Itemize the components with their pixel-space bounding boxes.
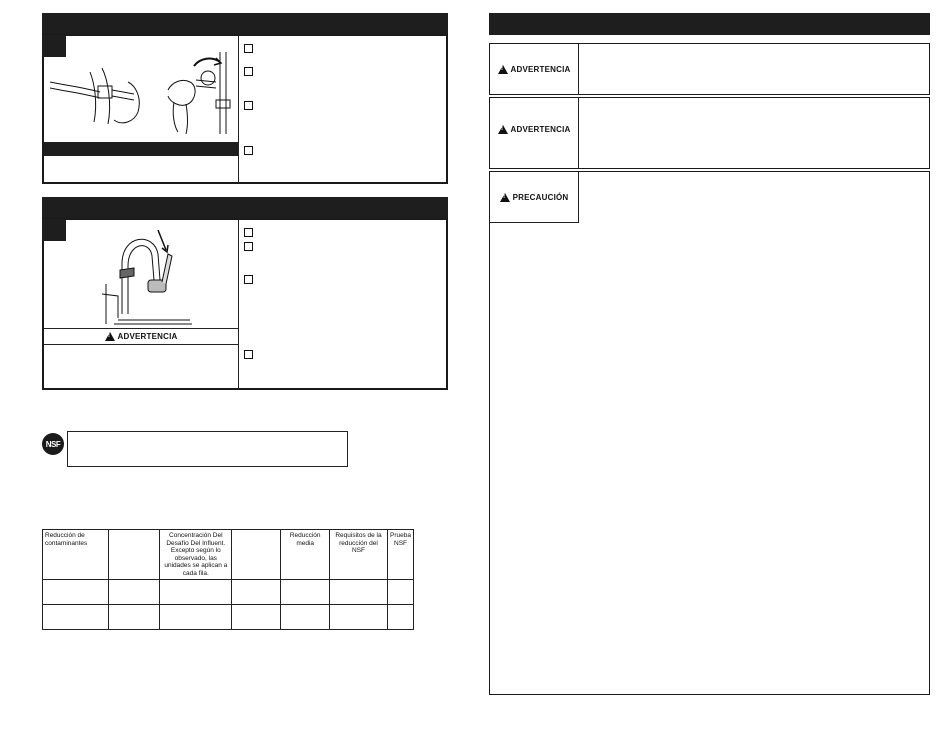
step-number-tab — [42, 219, 66, 241]
table-header-cell: Reducción media — [281, 530, 329, 580]
step-panel-1 — [42, 34, 448, 184]
warning-box-1-divider — [578, 44, 579, 94]
warning-label-text: ADVERTENCIA — [117, 332, 178, 341]
checkbox[interactable] — [244, 228, 253, 237]
table-header-cell — [232, 530, 281, 580]
contaminant-reduction-table — [42, 529, 414, 630]
warning-label-text: ADVERTENCIA — [510, 64, 571, 74]
table-cell — [43, 580, 109, 605]
warning-triangle-icon — [498, 65, 508, 74]
warning-box-2 — [489, 97, 930, 169]
warning-bar — [44, 142, 238, 156]
checkbox[interactable] — [244, 275, 253, 284]
table-cell — [281, 580, 329, 605]
checkbox[interactable] — [244, 44, 253, 53]
table-cell — [329, 580, 387, 605]
warning-box-1 — [489, 43, 930, 95]
table-cell — [109, 580, 160, 605]
warning-label — [490, 122, 578, 136]
checkbox[interactable] — [244, 146, 253, 155]
step-panel-2-header-bar — [42, 197, 448, 219]
table-header-cell: Requisitos de la reducción del NSF — [329, 530, 387, 580]
table-row — [43, 580, 414, 605]
table-cell — [160, 580, 232, 605]
warning-triangle-icon — [500, 193, 510, 202]
table-header-cell: Prueba NSF — [388, 530, 414, 580]
step-panel-1-header-bar — [42, 13, 448, 35]
table-cell — [232, 580, 281, 605]
table-header-cell: Reducción de contaminantes — [43, 530, 109, 580]
step-panel-1-divider — [238, 36, 239, 182]
table-cell — [109, 605, 160, 630]
table-cell — [232, 605, 281, 630]
table-header-cell: Concentración Del Desafío Del Influent. Excepto según lo observado, las unidades se aplican a cada fila. — [160, 530, 232, 580]
table-header-cell — [109, 530, 160, 580]
valve-connection-illustration — [50, 42, 234, 134]
step-panel-2-divider — [238, 220, 239, 388]
table-row — [43, 605, 414, 630]
warning-triangle-icon — [498, 125, 508, 134]
table-cell — [388, 605, 414, 630]
step-panel-2 — [42, 218, 448, 390]
nsf-logo-text: NSF — [45, 439, 61, 449]
checkbox[interactable] — [244, 101, 253, 110]
table-cell — [329, 605, 387, 630]
table-cell — [43, 605, 109, 630]
nsf-logo — [42, 433, 64, 455]
faucet-illustration — [94, 224, 194, 328]
warning-triangle-icon — [105, 332, 115, 341]
warning-label — [490, 190, 578, 204]
table-cell — [281, 605, 329, 630]
nsf-note-box — [67, 431, 348, 467]
checkbox[interactable] — [244, 242, 253, 251]
warning-label-text: PRECAUCIÓN — [512, 192, 569, 202]
checkbox[interactable] — [244, 67, 253, 76]
checkbox[interactable] — [244, 350, 253, 359]
table-cell — [160, 605, 232, 630]
warning-label — [44, 329, 238, 344]
warning-label-text: ADVERTENCIA — [510, 124, 571, 134]
right-header-bar — [489, 13, 930, 35]
caution-box — [489, 171, 930, 695]
table-cell — [388, 580, 414, 605]
warning-box-2-divider — [578, 98, 579, 168]
table-header-row — [43, 530, 414, 580]
warning-label — [490, 62, 578, 76]
